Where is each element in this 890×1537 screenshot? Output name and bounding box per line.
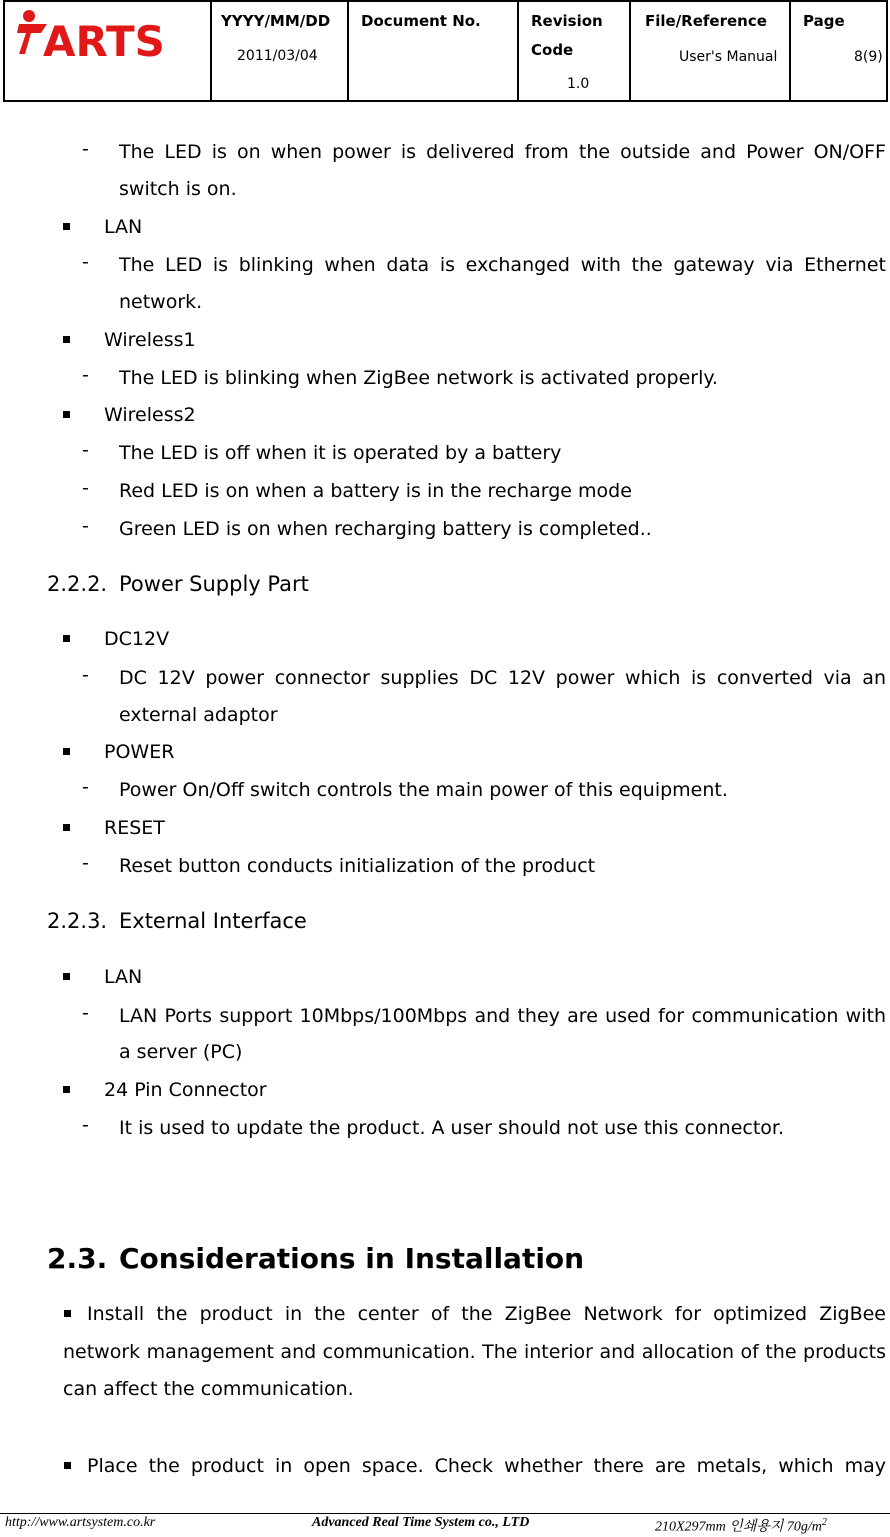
pin24-text: It is used to update the product. A user should not use this connector. (119, 1117, 785, 1139)
file-label: File/Reference (645, 12, 767, 30)
lan-port-heading: LAN (104, 966, 143, 988)
date-value: 2011/03/04 (237, 48, 318, 64)
power-led-text-line2: switch is on. (119, 178, 237, 200)
revision-value: 1.0 (567, 76, 590, 92)
dash: - (82, 251, 89, 273)
wireless2-item: Green LED is on when recharging battery is completed.. (119, 518, 652, 540)
power-text: Power On/Off switch controls the main power of this equipment. (119, 779, 728, 801)
section-223-number: 2.2.3. (47, 909, 108, 933)
footer-paper-text: 210X297mm 인쇄용지 70g/m (655, 1519, 822, 1535)
dash: - (82, 1002, 89, 1024)
lan-led-text-line2: network. (119, 291, 203, 313)
dash: - (82, 477, 89, 499)
para2-line1: Place the product in open space. Check whether there are metals, which may (87, 1455, 886, 1477)
section-223-title: External Interface (119, 909, 307, 933)
revision-label: Revision (531, 12, 603, 30)
footer-company: Advanced Real Time System co., LTD (312, 1515, 530, 1530)
revision-cell (517, 2, 629, 100)
wireless1-text: The LED is blinking when ZigBee network is activated properly. (119, 367, 718, 389)
arts-logo-icon (17, 8, 192, 64)
bullet-icon (63, 824, 70, 831)
power-led-text-line1: The LED is on when power is delivered from the outside and Power ON/OFF (119, 141, 886, 163)
wireless2-item: The LED is off when it is operated by a battery (119, 442, 562, 464)
arts-logo (17, 8, 192, 64)
wireless1-heading: Wireless1 (104, 329, 196, 351)
footer-url: http://www.artsystem.co.kr (5, 1515, 156, 1530)
bullet-icon (63, 411, 70, 418)
power-heading: POWER (104, 741, 175, 763)
date-cell (210, 2, 347, 100)
dc12v-heading: DC12V (104, 628, 170, 650)
reset-text: Reset button conducts initialization of the product (119, 855, 596, 877)
dash: - (82, 664, 89, 686)
file-cell (629, 2, 789, 100)
section-23-title: Considerations in Installation (119, 1242, 585, 1275)
bullet-icon (63, 973, 70, 980)
dc12v-text-line1: DC 12V power connector supplies DC 12V power which is converted via an (119, 667, 886, 689)
dc12v-text-line2: external adaptor (119, 704, 278, 726)
page-label: Page (803, 12, 845, 30)
pin24-heading: 24 Pin Connector (104, 1079, 267, 1101)
docno-label: Document No. (361, 12, 481, 30)
logo-text: ARTS (43, 17, 165, 64)
wireless2-item: Red LED is on when a battery is in the recharge mode (119, 480, 632, 502)
dash: - (82, 776, 89, 798)
document-header (3, 0, 888, 102)
section-23-number: 2.3. (47, 1242, 108, 1275)
file-value: User's Manual (679, 49, 778, 65)
bullet-icon (64, 1462, 71, 1469)
dash: - (82, 852, 89, 874)
para1-line1: Install the product in the center of the ZigBee Network for optimized ZigBee (87, 1303, 886, 1325)
lan-led-text-line1: The LED is blinking when data is exchanged with the gateway via Ethernet (119, 254, 886, 276)
bullet-icon (63, 748, 70, 755)
section-222-title: Power Supply Part (119, 572, 309, 596)
bullet-icon (63, 1086, 70, 1093)
bullet-icon (63, 635, 70, 642)
lan-led-heading: LAN (104, 216, 143, 238)
dash: - (82, 439, 89, 461)
date-label: YYYY/MM/DD (221, 12, 331, 30)
bullet-icon (63, 336, 70, 343)
para1-line2: network management and communication. The interior and allocation of the products (63, 1341, 886, 1363)
reset-heading: RESET (104, 817, 165, 839)
page-value: 8(9) (854, 49, 883, 65)
docno-cell (347, 2, 517, 100)
para1-line3: can affect the communication. (63, 1378, 354, 1400)
dash: - (82, 364, 89, 386)
lan-port-text-line1: LAN Ports support 10Mbps/100Mbps and they are used for communication with (119, 1005, 886, 1027)
footer-paper-sup: 2 (821, 1517, 827, 1528)
dash: - (82, 1114, 89, 1136)
bullet-icon (64, 1310, 71, 1317)
revision-label-code: Code (531, 41, 574, 59)
page-cell (789, 2, 888, 100)
section-222-number: 2.2.2. (47, 572, 108, 596)
footer-paper (655, 1514, 827, 1537)
wireless2-heading: Wireless2 (104, 404, 196, 426)
dash: - (82, 138, 89, 160)
lan-port-text-line2: a server (PC) (119, 1041, 243, 1063)
bullet-icon (63, 223, 70, 230)
dash: - (82, 515, 89, 537)
